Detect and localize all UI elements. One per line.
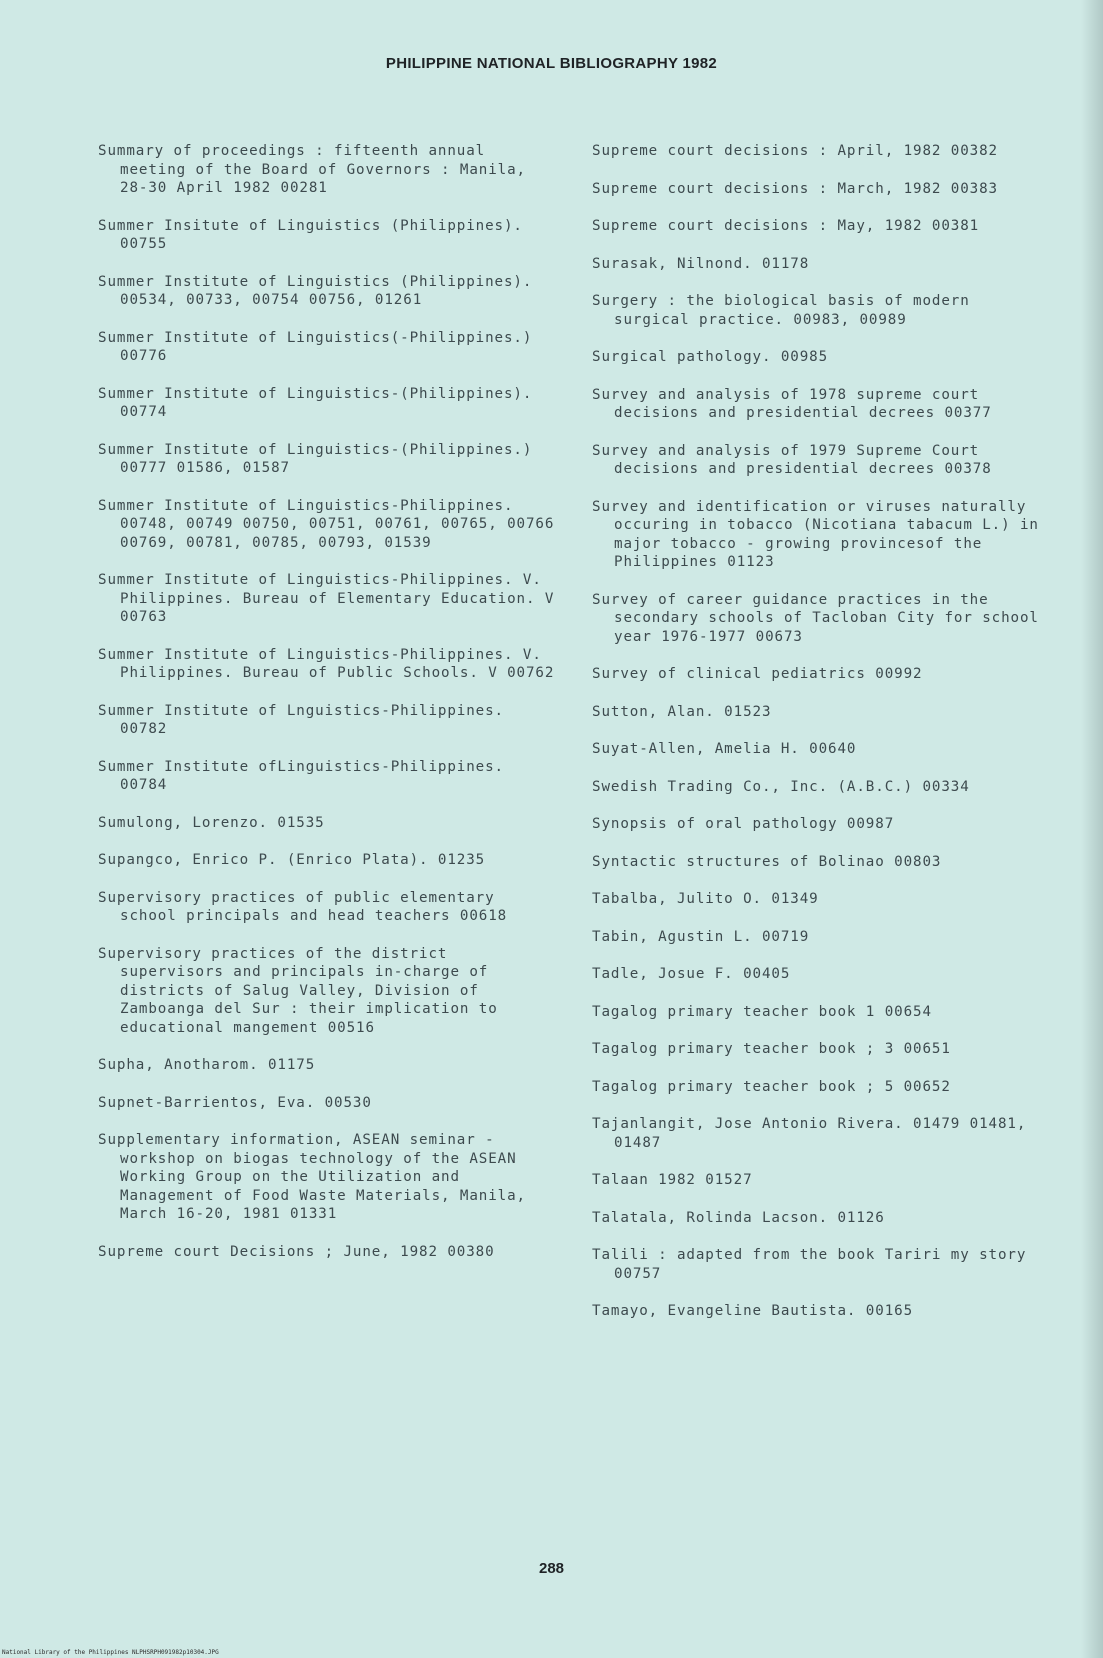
- index-entry: Talili : adapted from the book Tariri my story 00757: [592, 1247, 1036, 1282]
- index-entry: Summer Institute of Linguistics-(Philippines.) 00777 01586, 01587: [98, 441, 542, 476]
- index-entry: Sutton, Alan. 01523: [592, 703, 772, 720]
- index-entry: Survey and identification or viruses naturally occuring in tobacco (Nicotiana tabacum L.) in major tobacco - growing provincesof the Philippines 01123: [592, 498, 1049, 570]
- index-entry: Surasak, Nilnond. 01178: [592, 255, 810, 272]
- index-entry: Tagalog primary teacher book 1 00654: [592, 1003, 932, 1020]
- index-entry: Synopsis of oral pathology 00987: [592, 816, 895, 832]
- index-entry: Survey and analysis of 1979 Supreme Court decisions and presidential decrees 00378: [592, 442, 992, 477]
- index-entry: Supreme court decisions : May, 1982 00381: [592, 218, 980, 234]
- index-entry: Summer Institute of Linguistics-(Philippines). 00774: [98, 385, 542, 420]
- left-column: [98, 142, 564, 1280]
- index-entry: Survey and analysis of 1978 supreme court decisions and presidential decrees 00377: [592, 386, 992, 421]
- scan-edge-shadow: [1081, 0, 1103, 1658]
- scan-credit-line: National Library of the Philippines NLPHSRPH091982p10304.JPG: [2, 1649, 219, 1656]
- index-entry: Tajanlangit, Jose Antonio Rivera. 01479 01481, 01487: [592, 1116, 1036, 1151]
- index-entry: Tabin, Agustin L. 00719: [592, 928, 810, 945]
- index-entry: Summer Insitute of Linguistics (Philippines). 00755: [98, 217, 533, 252]
- index-entry: Summer Institute of Linguistics (Philippines). 00534, 00733, 00754 00756, 01261: [98, 273, 542, 308]
- index-entry: Supervisory practices of public elementary school principals and head teachers 00618: [98, 889, 508, 924]
- index-entry: Supangco, Enrico P. (Enrico Plata). 01235: [98, 852, 486, 868]
- index-entry: Summer Institute of Linguistics-Philippines. V. Philippines. Bureau of Public Schools. V 00762: [98, 646, 555, 681]
- index-entry: Suyat-Allen, Amelia H. 00640: [592, 741, 857, 757]
- index-entry: Summer Institute of Lnguistics-Philippines. 00782: [98, 702, 514, 737]
- index-entry: Tabalba, Julito O. 01349: [592, 891, 819, 907]
- index-entry: Summer Institute of Linguistics-Philippines. V. Philippines. Bureau of Elementary Education. V 00763: [98, 572, 564, 625]
- index-entry: Talatala, Rolinda Lacson. 01126: [592, 1209, 885, 1226]
- index-entry: Tamayo, Evangeline Bautista. 00165: [592, 1303, 914, 1319]
- index-entry: Syntactic structures of Bolinao 00803: [592, 853, 942, 870]
- index-entry: Supplementary information, ASEAN seminar - workshop on biogas technology of the ASEAN Working Group on the Utilization and Management of Food Waste Materials, Manila, March 16-20, 1981 01331: [98, 1132, 536, 1222]
- index-entry: Survey of career guidance practices in the secondary schools of Tacloban City for school year 1976-1977 00673: [592, 591, 1049, 645]
- index-entry: Tagalog primary teacher book ; 3 00651: [592, 1041, 951, 1057]
- index-entry: Tadle, Josue F. 00405: [592, 966, 791, 982]
- index-entry: Summer Institute ofLinguistics-Philippines. 00784: [98, 758, 514, 793]
- index-entry: Surgical pathology. 00985: [592, 349, 829, 365]
- right-column: [592, 142, 1052, 1340]
- index-entry: Summary of proceedings : fifteenth annual meeting of the Board of Governors : Manila, 28-30 April 1982 00281: [98, 143, 536, 196]
- page-number: 288: [538, 1560, 565, 1577]
- index-entry: Supha, Anotharom. 01175: [98, 1057, 316, 1073]
- index-entry: Surgery : the biological basis of modern surgical practice. 00983, 00989: [592, 293, 980, 328]
- index-entry: Swedish Trading Co., Inc. (A.B.C.) 00334: [592, 778, 970, 795]
- index-entry: Supreme court decisions : March, 1982 00383: [592, 180, 998, 197]
- index-entry: Sumulong, Lorenzo. 01535: [98, 814, 325, 831]
- index-entry: Supreme court decisions : April, 1982 00382: [592, 143, 998, 159]
- index-entry: Supreme court Decisions ; June, 1982 00380: [98, 1243, 495, 1260]
- index-entry: Talaan 1982 01527: [592, 1172, 753, 1188]
- index-entry: Tagalog primary teacher book ; 5 00652: [592, 1078, 951, 1095]
- index-entry: Survey of clinical pediatrics 00992: [592, 666, 923, 682]
- index-entry: Summer Institute of Linguistics-Philippines. 00748, 00749 00750, 00751, 00761, 00765, 00766 00769, 00781, 00785, 00793, 01539: [98, 497, 564, 551]
- index-entry: Supervisory practices of the district supervisors and principals in-charge of districts of Salug Valley, Division of Zamboanga del Sur : their implication to educational mangement 00516: [98, 945, 508, 1036]
- index-entry: Supnet-Barrientos, Eva. 00530: [98, 1094, 372, 1111]
- index-entry: Summer Institute of Linguistics(-Philippines.) 00776: [98, 329, 542, 364]
- page-header-title: PHILIPPINE NATIONAL BIBLIOGRAPHY 1982: [385, 55, 718, 72]
